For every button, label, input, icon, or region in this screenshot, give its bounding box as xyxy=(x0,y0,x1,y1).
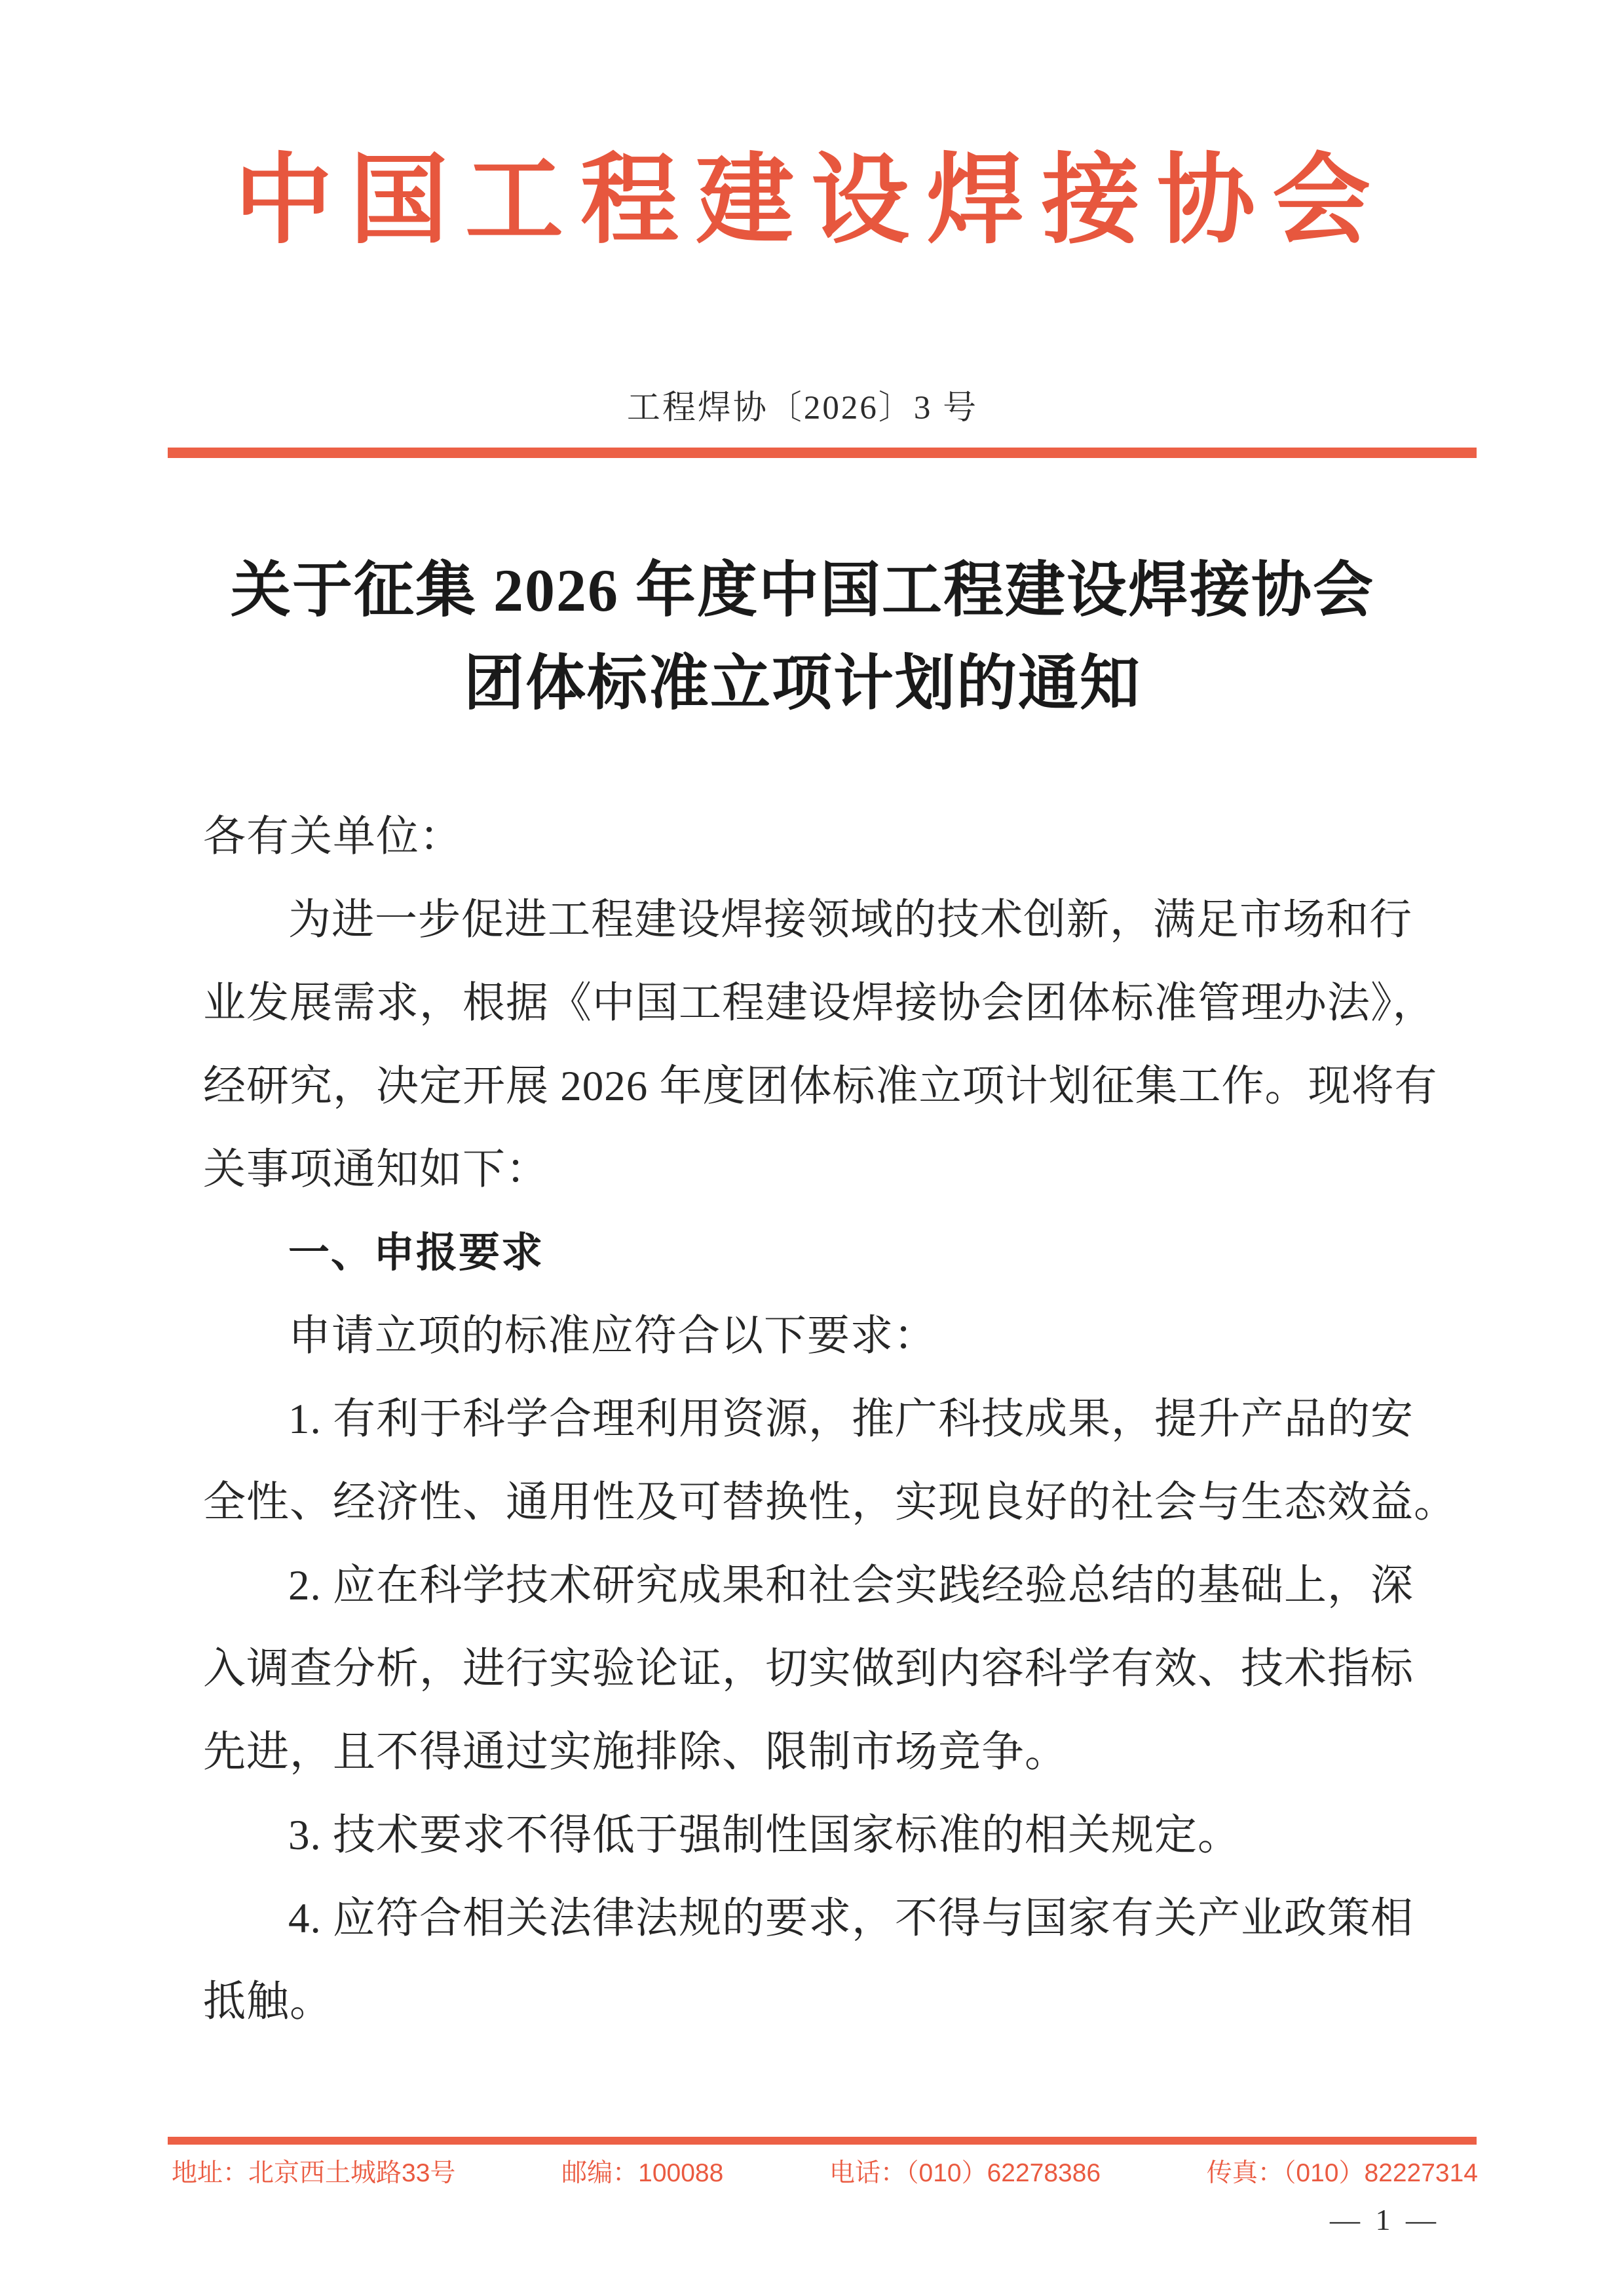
section-heading: 一、申报要求 xyxy=(288,1230,544,1276)
document-title-line-2: 团体标准立项计划的通知 xyxy=(463,650,1141,717)
body-line: 经研究，决定开展 2026 年度团体标准立项计划征集工作。现将有 xyxy=(203,1063,1438,1110)
footer-contact-item: 地址：北京西土城路33号 xyxy=(172,2159,456,2187)
letterhead-org-name: 中国工程建设焊接协会 xyxy=(234,147,1388,256)
body-line: 3. 技术要求不得低于强制性国家标准的相关规定。 xyxy=(288,1812,1241,1859)
footer-red-rule xyxy=(168,2137,1477,2145)
footer-contact-line xyxy=(172,2158,1478,2189)
body-line: 抵触。 xyxy=(203,1978,333,2025)
body-line: 关事项通知如下： xyxy=(203,1146,550,1193)
body-line: 申请立项的标准应符合以下要求： xyxy=(288,1312,937,1360)
body-line: 2. 应在科学技术研究成果和社会实践经验总结的基础上，深 xyxy=(288,1562,1414,1609)
body-line: 业发展需求，根据《中国工程建设焊接协会团体标准管理办法》， xyxy=(203,980,1436,1027)
letterhead-red-rule xyxy=(168,448,1477,458)
document-title-line-1: 关于征集 2026 年度中国工程建设焊接协会 xyxy=(230,557,1374,624)
footer-contact-item: 邮编：100088 xyxy=(561,2159,724,2187)
body-line: 先进，且不得通过实施排除、限制市场竞争。 xyxy=(203,1729,1068,1776)
document-body-text xyxy=(203,795,1471,2044)
footer-contact-item: 电话：（010）62278386 xyxy=(829,2159,1101,2187)
page-number: — 1 — xyxy=(1330,2203,1440,2236)
body-line: 1. 有利于科学合理利用资源，推广科技成果，提升产品的安 xyxy=(288,1396,1414,1443)
body-line: 4. 应符合相关法律法规的要求，不得与国家有关产业政策相 xyxy=(288,1895,1414,1942)
document-title xyxy=(0,544,1605,730)
body-line: 为进一步促进工程建设焊接领域的技术创新，满足市场和行 xyxy=(288,896,1413,944)
body-line: 全性、经济性、通用性及可替换性，实现良好的社会与生态效益。 xyxy=(203,1479,1458,1526)
footer-contact-item: 传真：（010）82227314 xyxy=(1206,2159,1478,2187)
document-reference-number: 工程焊协〔2026〕3 号 xyxy=(626,390,979,427)
body-line: 入调查分析，进行实验论证，切实做到内容科学有效、技术指标 xyxy=(203,1645,1414,1693)
body-line: 各有关单位： xyxy=(203,813,463,860)
